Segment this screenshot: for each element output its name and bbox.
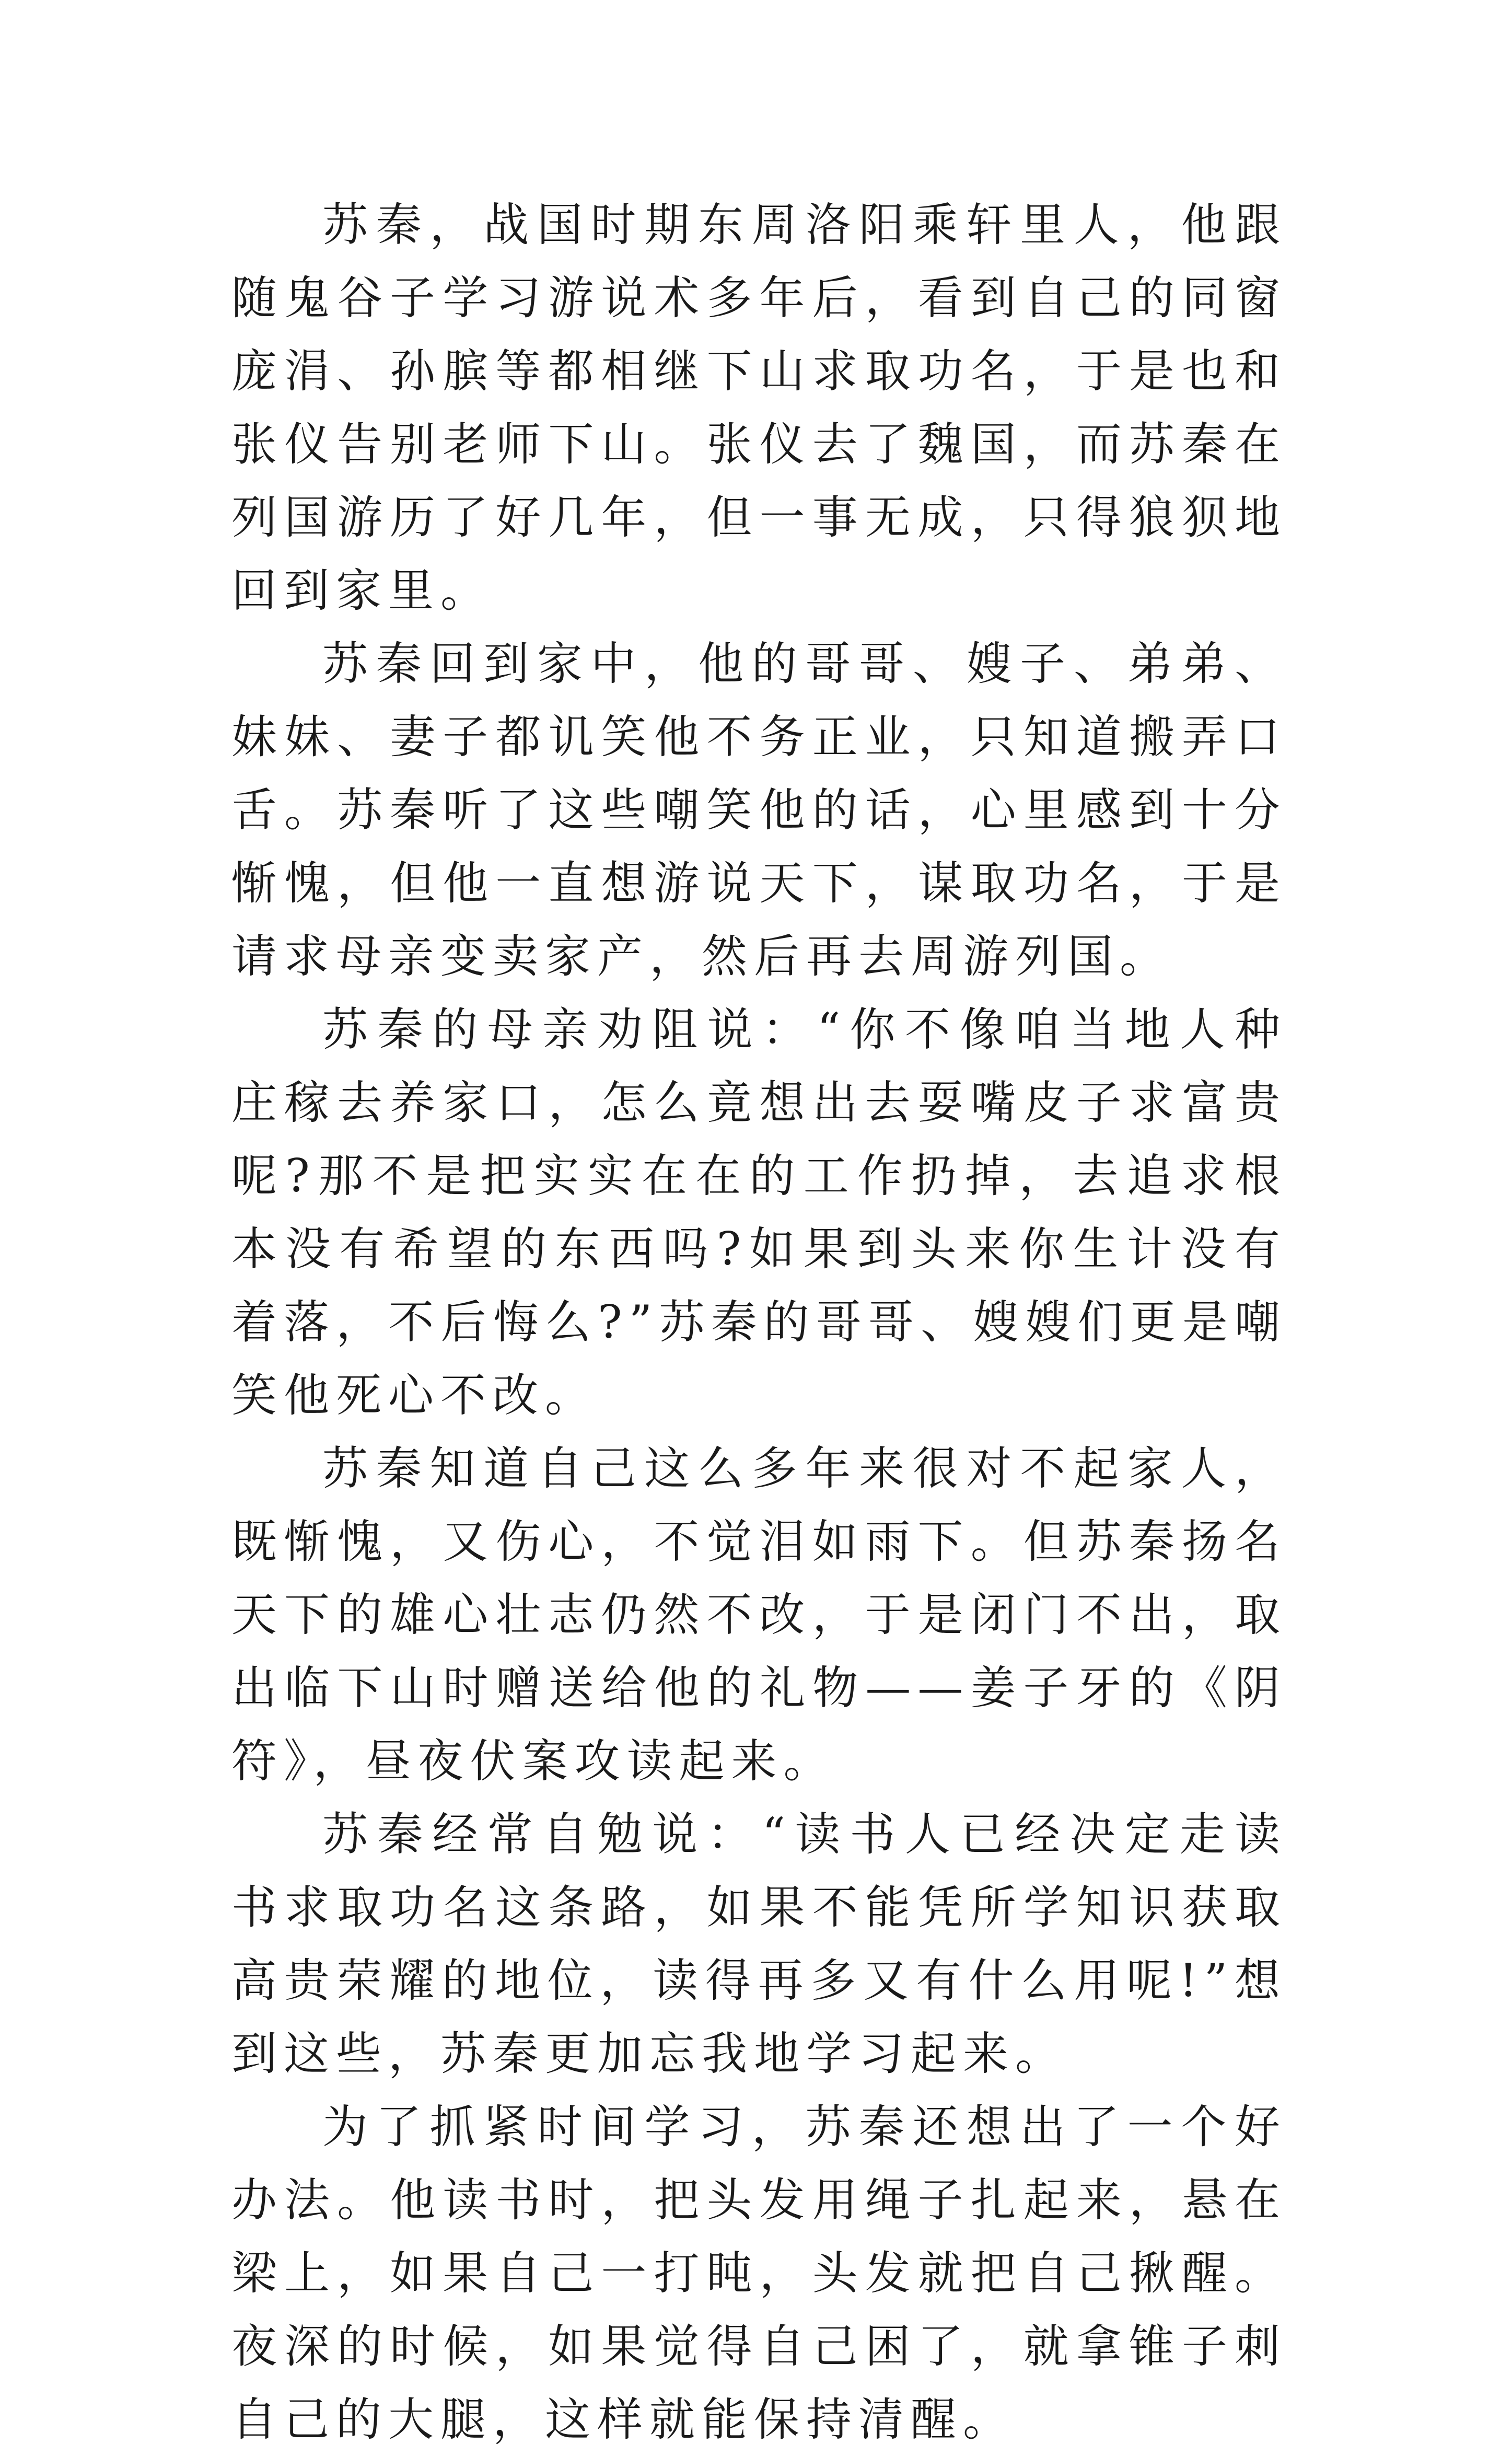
paragraph: 苏秦知道自己这么多年来很对不起家人，既惭愧，又伤心，不觉泪如雨下。但苏秦扬名天下的雄心壮志仍然不改，于是闭门不出，取出临下山时赠送给他的礼物——姜子牙的《阴符》，昼夜伏案攻读起来。 [231, 1442, 1287, 1788]
paragraph: 苏秦经常自勉说：“读书人已经决定走读书求取功名这条路，如果不能凭所学知识获取高贵荣耀的地位，读得再多又有什么用呢!”想到这些，苏秦更加忘我地学习起来。 [231, 1808, 1287, 2080]
paragraph: 为了抓紧时间学习，苏秦还想出了一个好办法。他读书时，把头发用绳子扎起来，悬在梁上，如果自己一打盹，头发就把自己揪醒。夜深的时候，如果觉得自己困了，就拿锥子刺自己的大腿，这样就能保持清醒。 [231, 2100, 1287, 2446]
paragraph: 苏秦回到家中，他的哥哥、嫂子、弟弟、妹妹、妻子都讥笑他不务正业，只知道搬弄口舌。苏秦听了这些嘲笑他的话，心里感到十分惭愧，但他一直想游说天下，谋取功名，于是请求母亲变卖家产，然后再去周游列国。 [231, 637, 1287, 983]
paragraph: 苏秦，战国时期东周洛阳乘轩里人，他跟随鬼谷子学习游说术多年后，看到自己的同窗庞涓、孙膑等都相继下山求取功名，于是也和张仪告别老师下山。张仪去了魏国，而苏秦在列国游历了好几年，但一事无成，只得狼狈地回到家里。 [231, 198, 1287, 617]
document-body [231, 188, 1287, 2456]
paragraph: 苏秦的母亲劝阻说：“你不像咱当地人种庄稼去养家口，怎么竟想出去耍嘴皮子求富贵呢?那不是把实实在在的工作扔掉，去追求根本没有希望的东西吗?如果到头来你生计没有着落，不后悔么?”苏秦的哥哥、嫂嫂们更是嘲笑他死心不改。 [231, 1003, 1287, 1422]
